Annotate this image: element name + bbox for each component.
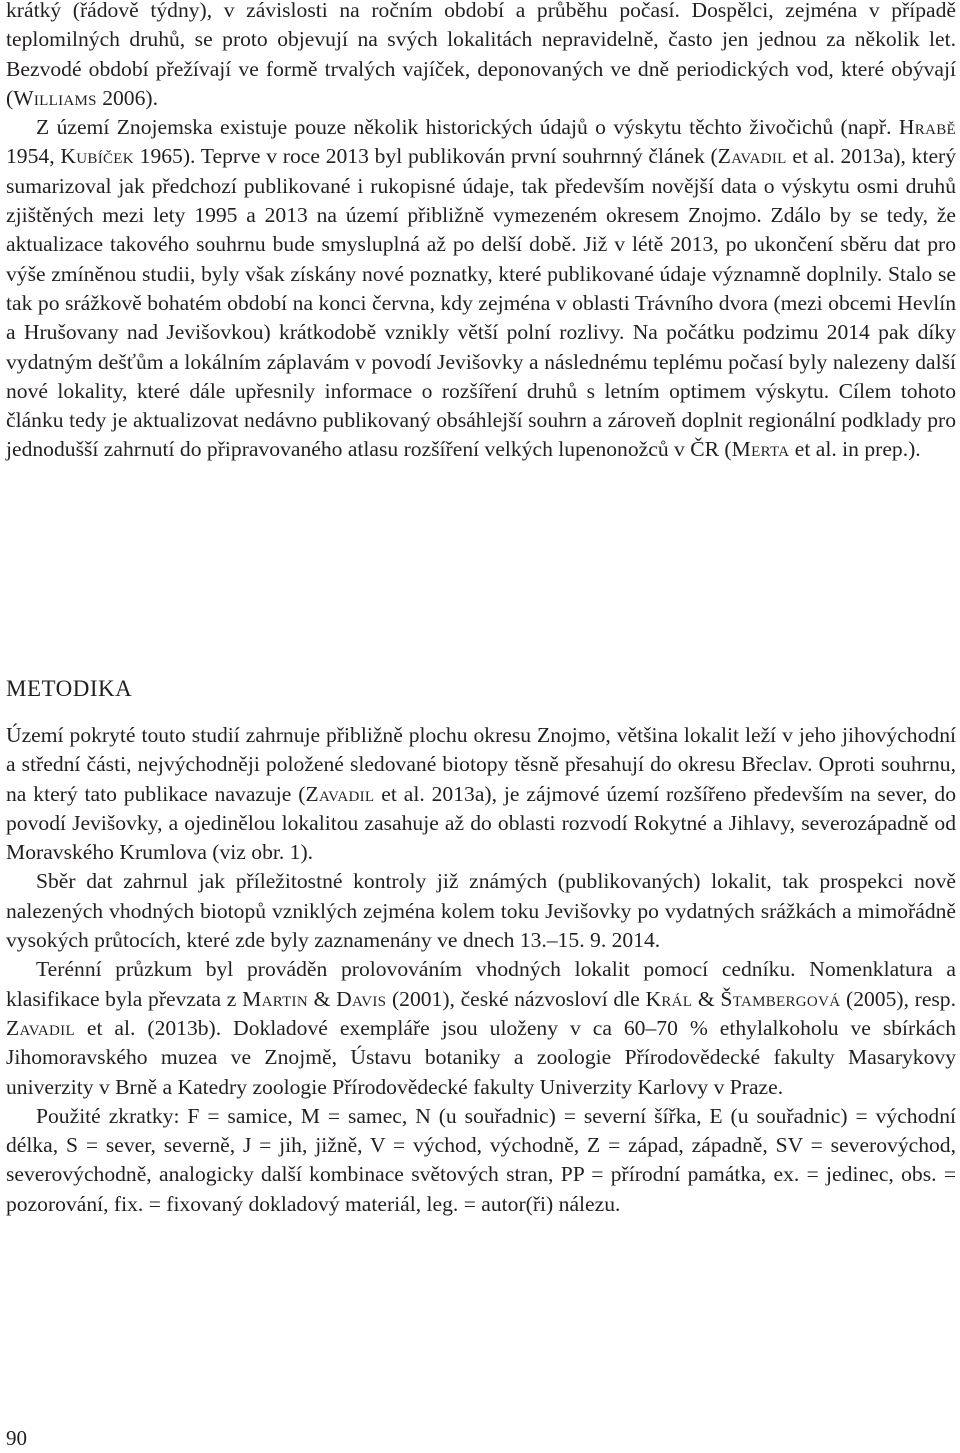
metodika-text-block — [6, 721, 956, 1219]
paragraph-abbreviations: Použité zkratky: F = samice, M = samec, N (u souřadnic) = severní šířka, E (u souřadnic) = východní délka, S = sever, severně, J = jih, jižně, V = východ, východně, Z = západ, západně, SV = severovýchod, severovýchodně, analogicky další kombinace světových stran, PP = přírodní památka, ex. = jedinec, obs. = pozorování, fix. = fixovaný dokladový materiál, leg. = autor(ři) nálezu. — [6, 1103, 956, 1216]
author-name: Davis — [336, 986, 387, 1011]
paragraph-study-area: Území pokryté touto studií zahrnuje přibližně plochu okresu Znojmo, většina lokalit leží v jeho jihovýchodní a střední části, nejvýchodněji položené sledované biotopy těsně přesahují do okresu Břeclav. Oproti souhrnu, na který tato publikace navazuje (Zavadil et al. 2013a), je zájmové území rozšířeno především na sever, do povodí Jevišovky, a ojedinělou lokalitou zasahuje až do oblasti rozvodí Rokytné a Jihlavy, severozápadně od Moravského Krumlova (viz obr. 1). — [6, 723, 956, 865]
author-name: Zavadil — [717, 144, 787, 169]
author-name: Kubíček — [60, 144, 134, 169]
paragraph-intro-continued: krátký (řádově týdny), v závislosti na ročním období a průběhu počasí. Dospělci, zejména v případě teplomilných druhů, se proto objevují na svých lokalitách nepravidelně, často jen jednou za několik let. Bezvodé období přežívají ve formě trvalých vajíček, deponovaných ve dně periodických vod, které obývají (Williams 2006). — [6, 0, 956, 110]
paragraph-field-survey: Terénní průzkum byl prováděn prolovováním vhodných lokalit pomocí cedníku. Nomenklatura a klasifikace byla převzata z Martin & Davis (2001), české názvosloví dle Král & Štambergová (2005), resp. Zavadil et al. (2013b). Dokladové exempláře jsou uloženy v ca 60–70 % ethylalkoholu ve sbírkách Jihomoravského muzea ve Znojmě, Ústavu botaniky a zoologie Přírodovědecké fakulty Masarykovy univerzity v Brně a Katedry zoologie Přírodovědecké fakulty Univerzity Karlovy v Praze. — [6, 957, 957, 1099]
author-name: Martin — [242, 986, 308, 1011]
section-heading-metodika: METODIKA — [6, 676, 133, 701]
author-name: Hrabě — [898, 115, 956, 140]
document-page — [6, 0, 956, 1453]
author-name: Zavadil — [6, 1015, 75, 1040]
page-number: 90 — [6, 1426, 27, 1450]
author-name: Williams — [13, 85, 97, 110]
author-name: Zavadil — [305, 781, 375, 806]
author-name: Merta — [731, 437, 790, 462]
author-name: Král — [645, 986, 693, 1011]
paragraph-znojemsko-history: Z území Znojemska existuje pouze několik historických údajů o výskytu těchto živočichů (např. Hrabě 1954, Kubíček 1965). Teprve v roce 2013 byl publikován první souhrnný článek (Zavadil et al. 2013a), který sumarizoval jak předchozí publikované i rukopisné údaje, tak především novější data o výskytu osmi druhů zjištěných mezi lety 1995 a 2013 na území přibližně vymezeném okresem Znojmo. Zdálo by se tedy, že aktualizace takového souhrnu bude smysluplná až po delší době. Již v létě 2013, po ukončení sběru dat pro výše zmíněnou studii, byly však získány nové poznatky, které publikované údaje významně doplnily. Stalo se tak po srážkově bohatém období na konci června, kdy zejména v oblasti Trávního dvora (mezi obcemi Hevlín a Hrušovany nad Jevišovkou) krátkodobě vznikly větší polní rozlivy. Na počátku podzimu 2014 pak díky vydatným dešťům a lokálním záplavám v povodí Jevišovky a následnému teplému počasí byly nalezeny další nové lokality, které dále upřesnily informace o rozšíření druhů s letním optimem výskytu. Cílem tohoto článku tedy je aktualizovat nedávno publikovaný obsáhlejší souhrn a zároveň doplnit regionální podklady pro jednodušší zahrnutí do připravovaného atlasu rozšíření velkých lupenonožců v ČR (Merta et al. in prep.). — [6, 115, 957, 462]
paragraph-data-collection: Sběr dat zahrnul jak příležitostné kontroly již známých (publikovaných) lokalit, tak prospekci nově nalezených vhodných biotopů vzniklých zejména kolem toku Jevišovky po vydatných srážkách a mimořádně vysokých průtocích, které zde byly zaznamenány ve dnech 13.–15. 9. 2014. — [6, 869, 956, 953]
intro-text-block — [6, 0, 956, 465]
author-name: Štambergová — [720, 986, 841, 1011]
